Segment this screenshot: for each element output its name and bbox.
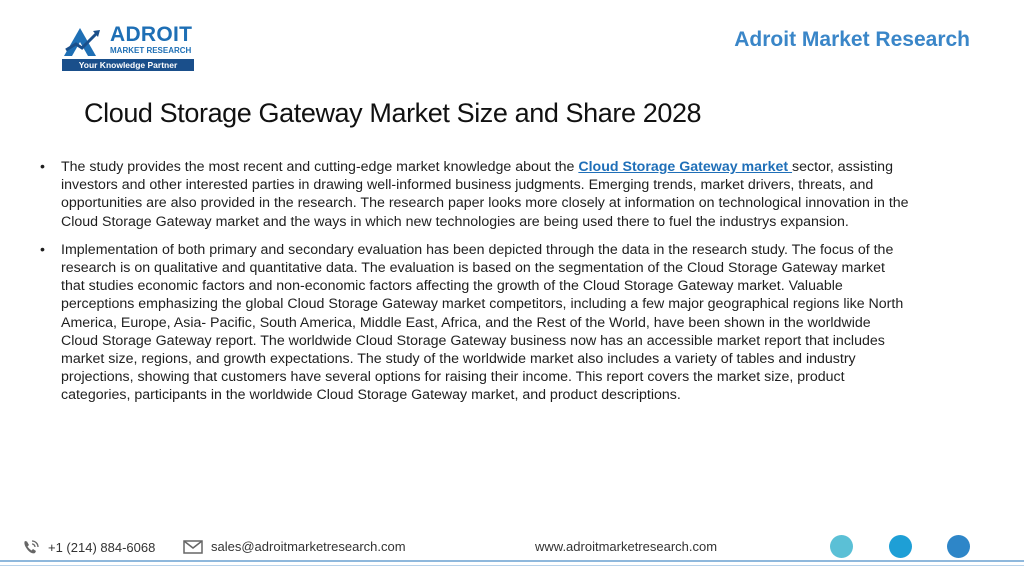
footer-phone [22, 539, 155, 555]
bullet-symbol: • [40, 159, 45, 175]
phone-number: +1 (214) 884-6068 [48, 539, 156, 555]
bullet-text: Implementation of both primary and secondary evaluation has been depicted through the data in the research study. The focus of the research is on qualitative and quantitative data. The evaluation is based on the segmentation of the Cloud Storage Gateway market that studies economic factors and non-economic factors affecting the growth of the Cloud Storage Gateway market. Valuable perceptions emphasizing the global Cloud Storage Gateway market competitors, including a few major geographical regions like North America, Europe, Asia- Pacific, South America, Middle East, Africa, and the Rest of the World, have been shown in the worldwide Cloud Storage Gateway report. The worldwide Cloud Storage Gateway business now has an accessible market report that includes market size, regions, and growth expectations. The study of the worldwide market also includes a variety of tables and industry projections, showing that customers have several options for raising their income. This report covers the market size, product categories, participants in the worldwide Cloud Storage Gateway market, and product descriptions. [61, 241, 904, 404]
footer-divider [0, 560, 1024, 562]
bullet-list [40, 158, 910, 415]
logo-subtitle: MARKET RESEARCH [110, 46, 192, 55]
footer-website [535, 539, 717, 554]
decorative-dot [947, 535, 970, 558]
logo-tagline: Your Knowledge Partner [62, 59, 194, 71]
market-link[interactable]: Cloud Storage Gateway market [578, 159, 793, 175]
decorative-dot [889, 535, 912, 558]
decorative-dot [830, 535, 853, 558]
page-title: Cloud Storage Gateway Market Size and Share 2028 [84, 98, 702, 128]
bullet-item [40, 241, 910, 405]
website-url[interactable]: www.adroitmarketresearch.com [535, 539, 718, 554]
brand-name: Adroit Market Research [734, 28, 970, 51]
bullet-text: sector, assisting investors and other interested parties in drawing well-informed business judgments. Emerging trends, market drivers, threats, and opportunities are also provided in the research. The research paper looks more closely at information on technological innovation in the Cloud Storage Gateway market and the ways in which new technologies are being used there to fuel the industrys expansion. [61, 159, 909, 230]
footer-divider [0, 565, 1024, 566]
mail-icon [183, 540, 203, 554]
logo-name: ADROIT [110, 23, 193, 46]
bullet-item [40, 158, 910, 231]
company-logo [62, 22, 196, 74]
bullet-text: The study provides the most recent and cutting-edge market knowledge about the [61, 159, 579, 175]
bullet-symbol: • [40, 241, 45, 258]
footer-email [183, 539, 406, 554]
logo-mark-icon [62, 24, 106, 58]
phone-icon [22, 539, 40, 555]
email-address[interactable]: sales@adroitmarketresearch.com [211, 539, 406, 554]
